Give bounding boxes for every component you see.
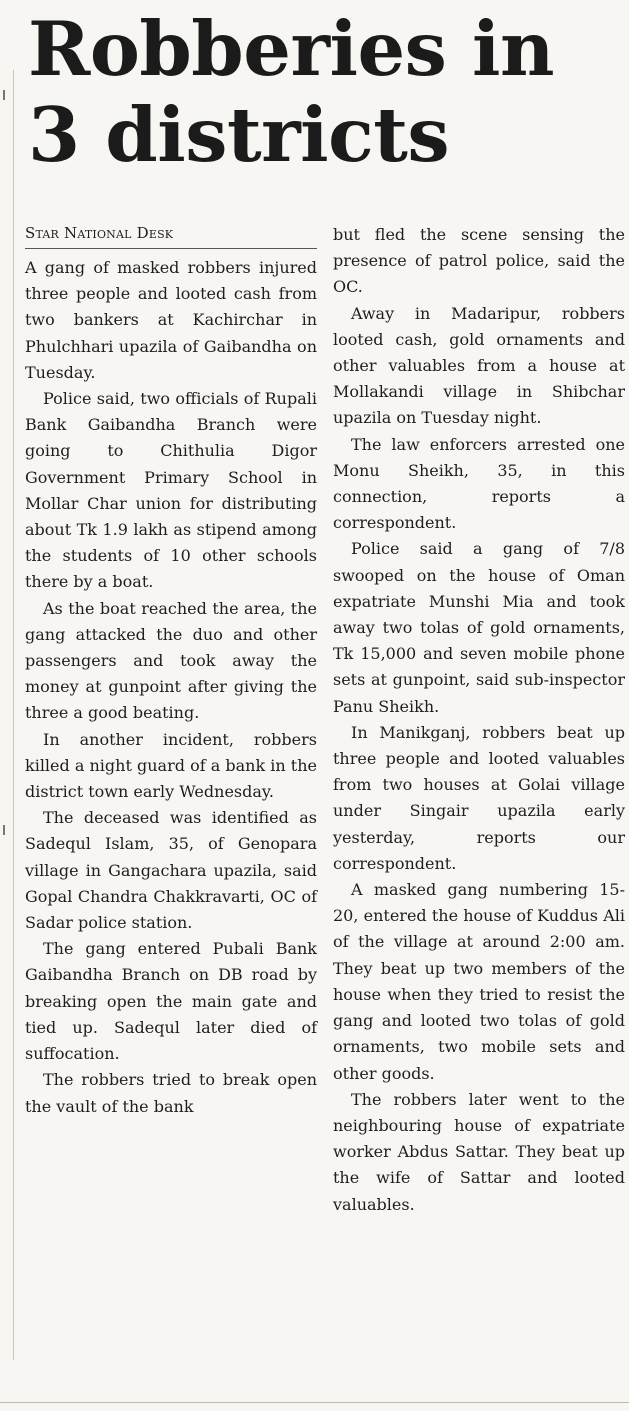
paragraph: A masked gang numbering 15-20, entered the house of Kuddus Ali of the village at around 2:00 am. They beat up two members of the house when they tried to resist the gang and looted two tolas of gold ornaments, two mobile sets and other goods.	[333, 880, 625, 1083]
paragraph: A gang of masked robbers injured three people and looted cash from two bankers at Kachirchar in Phulchhari upazila of Gaibandha on Tuesday.	[25, 258, 317, 382]
headline: Robberies in 3 districts	[28, 5, 555, 179]
paragraph: The gang entered Pubali Bank Gaibandha Branch on DB road by breaking open the main gate and tied up. Sadequl later died of suffocation.	[25, 939, 317, 1064]
paragraph: In another incident, robbers killed a night guard of a bank in the district town early Wednesday.	[25, 729, 317, 802]
gutter-mark	[3, 90, 11, 100]
paragraph: The robbers later went to the neighbouring house of expatriate worker Abdus Sattar. They beat up the wife of Sattar and looted valuables.	[333, 1089, 625, 1214]
article-column-left	[25, 222, 317, 1120]
paragraph: Away in Madaripur, robbers looted cash, gold ornaments and other valuables from a house at Mollakandi village in Shibchar upazila on Tuesday night.	[333, 303, 625, 428]
paragraph-continued: but fled the scene sensing the presence of patrol police, said the OC.	[333, 225, 625, 297]
bottom-rule	[0, 1402, 629, 1403]
paragraph: The robbers tried to break open the vault of the bank	[25, 1070, 317, 1116]
article-column-right	[333, 222, 625, 1218]
paragraph: As the boat reached the area, the gang attacked the duo and other passengers and took away the money at gunpoint after giving the three a good beating.	[25, 598, 317, 723]
paragraph: The deceased was identified as Sadequl Islam, 35, of Genopara village in Gangachara upazila, said Gopal Chandra Chakkravarti, OC of Sadar police station.	[25, 808, 317, 933]
byline: Star National Desk	[25, 222, 317, 249]
paragraph: In Manikganj, robbers beat up three people and looted valuables from two houses at Golai village under Singair upazila early yesterday, reports our correspondent.	[333, 722, 625, 873]
paragraph: The law enforcers arrested one Monu Sheikh, 35, in this connection, reports a correspondent.	[333, 434, 625, 533]
paragraph: Police said a gang of 7/8 swooped on the house of Oman expatriate Munshi Mia and took away two tolas of gold ornaments, Tk 15,000 and seven mobile phone sets at gunpoint, said sub-inspector Panu Sheikh.	[333, 539, 625, 716]
gutter-mark	[3, 825, 11, 835]
paragraph: Police said, two officials of Rupali Bank Gaibandha Branch were going to Chithulia Digor Government Primary School in Mollar Char union for distributing about Tk 1.9 lakh as stipend among the students of 10 other schools there by a boat.	[25, 389, 317, 592]
gutter-divider	[13, 70, 14, 1360]
